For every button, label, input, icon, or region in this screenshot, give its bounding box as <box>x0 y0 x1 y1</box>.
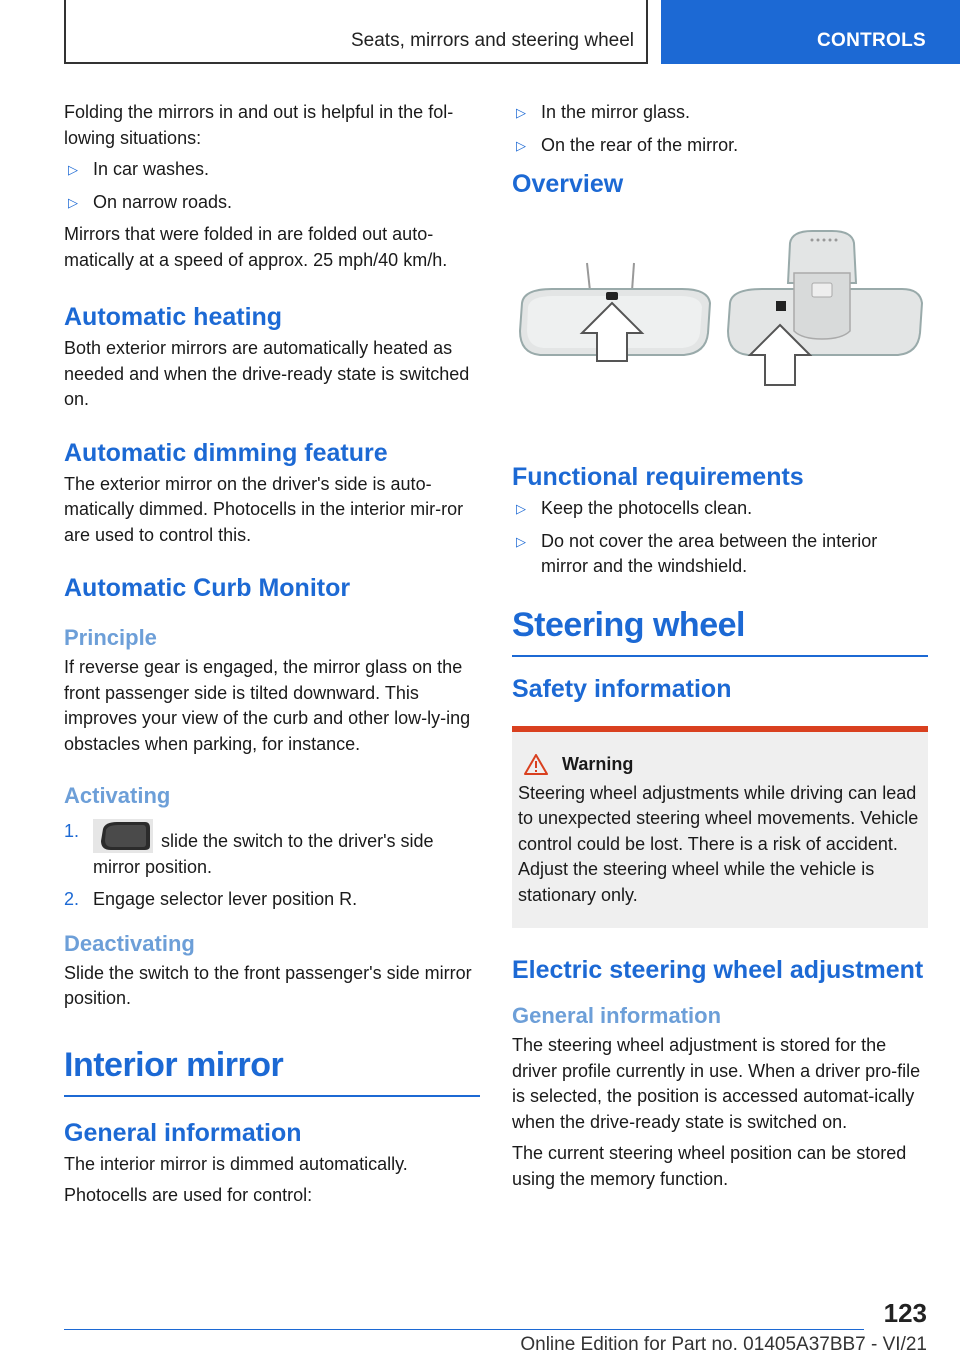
dimming-heading: Automatic dimming feature <box>64 438 388 467</box>
interior-mirror-figure <box>512 203 928 433</box>
triangle-bullet-icon: ▷ <box>68 194 78 210</box>
triangle-bullet-icon: ▷ <box>516 137 526 153</box>
list-item: ▷ In the mirror glass. <box>512 100 928 126</box>
heating-text: Both exterior mirrors are automatically heated as needed and when the drive-ready state is switched on. <box>64 338 470 409</box>
list-item: ▷ Keep the photocells clean. <box>512 496 928 522</box>
principle-heading: Principle <box>64 625 157 650</box>
triangle-bullet-icon: ▷ <box>516 105 526 120</box>
mirror-photocell-illustration <box>512 203 928 433</box>
activating-heading: Activating <box>64 783 171 808</box>
electric-adjustment-heading: Electric steering wheel adjustment <box>512 956 924 984</box>
interior-mirror-heading: Interior mirror <box>64 1046 480 1097</box>
warning-title-row <box>518 754 922 775</box>
triangle-bullet-icon: ▷ <box>516 501 526 516</box>
list-item: ▷ Do not cover the area between the interior mirror and the windshield. <box>516 530 878 576</box>
page-number: 123 <box>883 1298 927 1328</box>
mirror-switch-icon <box>93 819 153 853</box>
edition-text: Online Edition for Part no. 01405A37BB7 - VI/21 <box>520 1334 927 1355</box>
list-item: ▷ In car washes. <box>64 157 480 183</box>
list-item: 1. slide the switch to the driver's side mirror position. <box>64 821 434 877</box>
list-item: ▷ On narrow roads. <box>64 190 480 216</box>
steering-wheel-heading: Steering wheel <box>512 606 928 657</box>
activating-steps <box>64 819 480 913</box>
folding-intro: Folding the mirrors in and out is helpful in the fol‐lowing situations: <box>64 102 454 148</box>
deactivating-text: Slide the switch to the front passenger's side mirror position. <box>64 962 472 1008</box>
warning-text: Steering wheel adjustments while driving can lead to unexpected steering wheel movements. Vehicle control could be lost. There is a risk of accident. Adjust the steering wheel while the vehicle is stationary only. <box>518 782 919 905</box>
triangle-bullet-icon: ▷ <box>516 533 526 549</box>
heating-heading: Automatic heating <box>64 303 283 331</box>
list-item: 2. Engage selector lever position R. <box>64 889 358 909</box>
photocells-text: Photocells are used for control: <box>64 1185 313 1205</box>
functional-requirements-list <box>512 496 928 580</box>
dimming-text: The exterior mirror on the driver's side is auto‐matically dimmed. Photocells in the interior mir‐ror are used to control this. <box>64 473 464 545</box>
photocell-locations-list <box>512 100 928 158</box>
deactivating-heading: Deactivating <box>64 930 195 956</box>
triangle-bullet-icon: ▷ <box>68 162 78 177</box>
warning-title: Warning <box>562 753 634 774</box>
left-column <box>64 100 480 1215</box>
functional-requirements-heading: Functional requirements <box>512 463 804 491</box>
general-info-heading-right: General information <box>512 1003 722 1028</box>
curb-monitor-heading: Automatic Curb Monitor <box>64 574 351 602</box>
warning-box <box>512 726 928 929</box>
general-info-text-right: The steering wheel adjustment is stored for the driver profile currently in use. When a driver pro‐file is selected, the position is accessed automat‐ically when the drive-ready state is switched on. <box>512 1035 921 1132</box>
overview-heading: Overview <box>512 170 624 198</box>
list-item: ▷ On the rear of the mirror. <box>512 133 928 159</box>
header-chapter-tab <box>661 0 960 64</box>
header-section-title: Seats, mirrors and steering wheel <box>350 30 634 51</box>
general-info-text: The interior mirror is dimmed automatically. <box>64 1153 408 1174</box>
footer-divider <box>64 1329 864 1330</box>
memory-text: The current steering wheel position can be stored using the memory function. <box>512 1143 907 1189</box>
header-chapter-label: CONTROLS <box>816 30 926 51</box>
header-section-box <box>64 0 648 64</box>
unfold-text: Mirrors that were folded in are folded out auto‐matically at a speed of approx. 25 mph/40 km/h. <box>64 224 448 270</box>
warning-triangle-icon <box>524 754 548 775</box>
folding-situations-list <box>64 157 480 215</box>
general-info-heading: General information <box>64 1118 302 1147</box>
right-column <box>512 100 928 1198</box>
safety-info-heading: Safety information <box>512 674 732 703</box>
principle-text: If reverse gear is engaged, the mirror glass on the front passenger side is tilted downward. This improves your view of the curb and other low-ly‐ing obstacles when parking, for instance. <box>64 657 471 754</box>
